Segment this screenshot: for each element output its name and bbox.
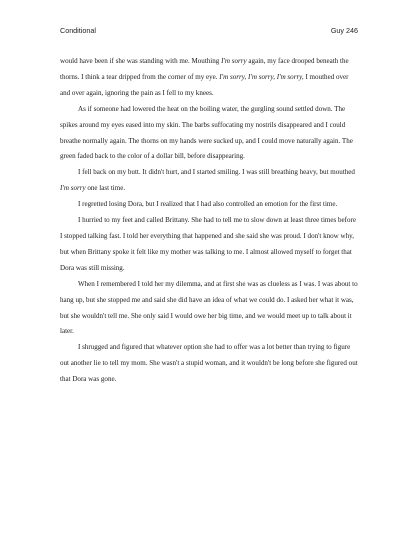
body-text-run: When I remembered I told her my dilemma, and at first she was as clueless as I was. I was about to hang up, but she stopped me and said she did have an idea of what we could do. I asked her what it was, but she wouldn't tell me. She only said I would owe her big time, and we would meet up to talk about it later. [60,279,358,336]
paragraph [60,340,358,388]
body-text-run: I fell back on my butt. It didn't hurt, and I started smiling. I was still breathing heavy, but mouthed [78,168,355,177]
body-text-run: one last time. [85,184,126,193]
manuscript-body [60,54,358,388]
paragraph [60,54,358,102]
body-text-run: I hurried to my feet and called Brittany. She had to tell me to slow down at least three times before I stopped talking fast. I told her everything that happened and she said she was proud. I don't know why, but when Brittany spoke it felt like my mother was talking to me. I almost allowed myself to forget that Dora was still missing. [60,216,357,272]
italic-text: I'm sorry [60,184,86,193]
page-header [60,26,358,38]
paragraph [60,197,358,213]
body-text-run: As if someone had lowered the heat on the boiling water, the gurgling sound settled down. The spikes around my eyes eased into my skin. The barbs suffocating my nostrils disappeared and I could breathe normally again. The thorns on my hands were sucked up, and I could move naturally again. The green faded back to the color of a dollar bill, before disappearing. [60,104,353,161]
author-page-number: Guy 246 [330,26,358,35]
italic-text: I'm sorry, I'm sorry, I'm sorry, [219,72,304,81]
body-text-run: I mouthed over and over again, ignoring the pain as I fell to my knees. [60,72,349,97]
body-text-run: I shrugged and figured that whatever option she had to offer was a lot better than trying to figure out another lie to tell my mom. She wasn't a stupid woman, and it wouldn't be long before she figured out that Dora was gone. [60,343,358,384]
paragraph [60,165,358,197]
paragraph [60,277,358,341]
body-text-run: would have been if she was standing with me. Mouthing [60,57,222,65]
running-title: Conditional [60,26,96,35]
body-text-run: again, my face drooped beneath the thorns. I think a tear dripped from the corner of my eye. [60,57,349,81]
paragraph [60,213,358,277]
paragraph [60,102,358,166]
body-text-run: I regretted losing Dora, but I realized that I had also controlled an emotion for the first time. [78,200,338,209]
italic-text: I'm sorry [221,57,247,65]
